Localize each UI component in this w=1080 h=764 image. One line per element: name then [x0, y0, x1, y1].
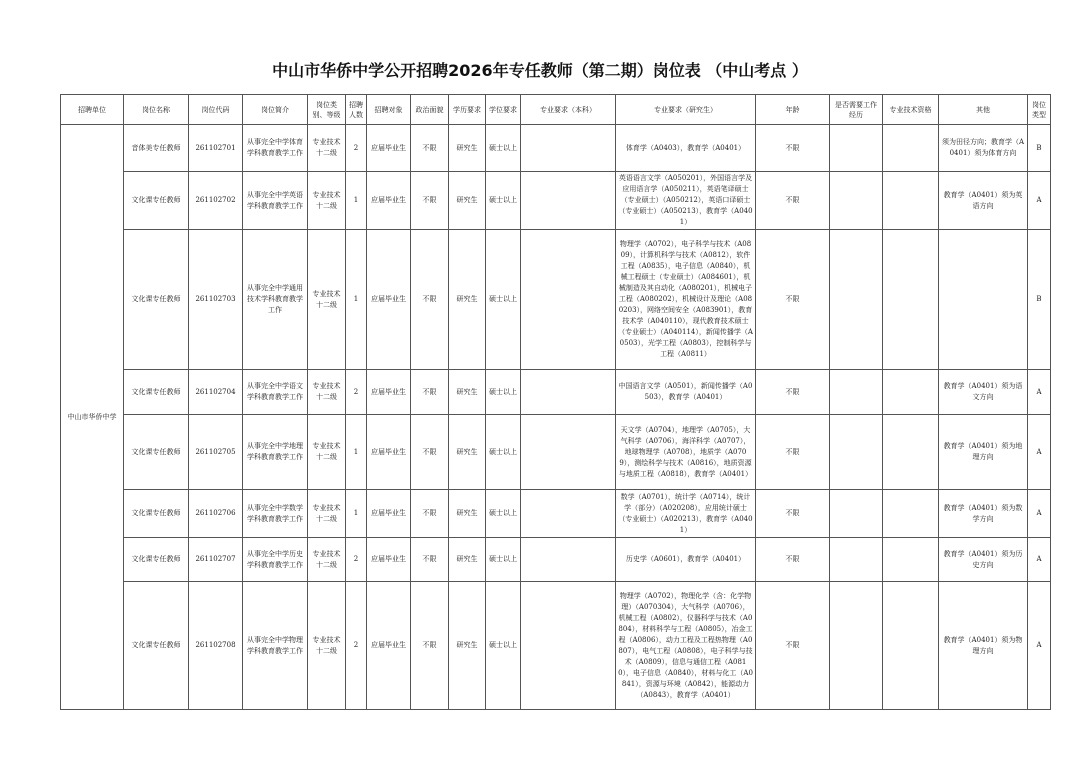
- count-cell: 1: [346, 415, 367, 490]
- category-level-cell: 专业技术十二级: [308, 172, 346, 230]
- qualification-cell: [883, 538, 939, 582]
- position-intro-cell: 从事完全中学地理学科教育教学工作: [243, 415, 308, 490]
- major-undergrad-cell: [521, 172, 616, 230]
- header-row: [61, 95, 1051, 125]
- category-level-cell: 专业技术十二级: [308, 582, 346, 710]
- work-experience-cell: [830, 415, 883, 490]
- position-name-cell: 文化课专任教师: [124, 370, 189, 415]
- table-row: [61, 125, 1051, 172]
- target-cell: 应届毕业生: [367, 230, 411, 370]
- work-experience-cell: [830, 582, 883, 710]
- table-row: [61, 538, 1051, 582]
- target-cell: 应届毕业生: [367, 125, 411, 172]
- count-cell: 2: [346, 538, 367, 582]
- target-cell: 应届毕业生: [367, 415, 411, 490]
- table-row: [61, 172, 1051, 230]
- position-intro-cell: 从事完全中学英语学科教育教学工作: [243, 172, 308, 230]
- position-intro-cell: 从事完全中学体育学科教育教学工作: [243, 125, 308, 172]
- position-code-cell: 261102707: [189, 538, 243, 582]
- count-cell: 2: [346, 125, 367, 172]
- major-undergrad-cell: [521, 538, 616, 582]
- category-level-cell: 专业技术十二级: [308, 370, 346, 415]
- header-position-name: 岗位名称: [124, 95, 189, 125]
- education-cell: 研究生: [449, 538, 486, 582]
- category-level-cell: 专业技术十二级: [308, 538, 346, 582]
- header-category-level: 岗位类别、等级: [308, 95, 346, 125]
- degree-cell: 硕士以上: [486, 415, 521, 490]
- category-level-cell: 专业技术十二级: [308, 490, 346, 538]
- major-postgrad-cell: 英语语言文学（A050201），外国语言学及应用语言学（A050211），英语笔译硕士（专业硕士）（A050212），英语口译硕士（专业硕士）（A050213），教育学（A0401）: [616, 172, 756, 230]
- count-cell: 2: [346, 582, 367, 710]
- degree-cell: 硕士以上: [486, 490, 521, 538]
- position-type-cell: A: [1028, 172, 1051, 230]
- position-intro-cell: 从事完全中学通用技术学科教育教学工作: [243, 230, 308, 370]
- target-cell: 应届毕业生: [367, 582, 411, 710]
- header-target: 招聘对象: [367, 95, 411, 125]
- position-name-cell: 文化课专任教师: [124, 582, 189, 710]
- age-cell: 不限: [756, 125, 830, 172]
- age-cell: 不限: [756, 415, 830, 490]
- major-postgrad-cell: 物理学（A0702），电子科学与技术（A0809），计算机科学与技术（A0812），软件工程（A0835），电子信息（A0840），机械工程硕士（专业硕士）（A084601），机械制造及其自动化（A080201），机械电子工程（A080202），机械设计及理论（A080203），网络空间安全（A083901），教育技术学（A040110），现代教育技术硕士（专业硕士）（A040114），新闻传播学（A0503），光学工程（A0803），控制科学与工程（A0811）: [616, 230, 756, 370]
- qualification-cell: [883, 125, 939, 172]
- table-row: [61, 370, 1051, 415]
- education-cell: 研究生: [449, 582, 486, 710]
- other-cell: 教育学（A0401）须为物理方向: [939, 582, 1028, 710]
- other-cell: 教育学（A0401）须为地理方向: [939, 415, 1028, 490]
- work-experience-cell: [830, 172, 883, 230]
- position-intro-cell: 从事完全中学数学学科教育教学工作: [243, 490, 308, 538]
- header-major-postgrad: 专业要求（研究生）: [616, 95, 756, 125]
- qualification-cell: [883, 490, 939, 538]
- header-work-experience: 是否需要工作经历: [830, 95, 883, 125]
- count-cell: 1: [346, 172, 367, 230]
- qualification-cell: [883, 230, 939, 370]
- unit-cell: 中山市华侨中学: [61, 125, 124, 710]
- header-position-intro: 岗位简介: [243, 95, 308, 125]
- work-experience-cell: [830, 538, 883, 582]
- category-level-cell: 专业技术十二级: [308, 230, 346, 370]
- position-type-cell: A: [1028, 582, 1051, 710]
- qualification-cell: [883, 172, 939, 230]
- major-postgrad-cell: 体育学（A0403），教育学（A0401）: [616, 125, 756, 172]
- education-cell: 研究生: [449, 415, 486, 490]
- header-position-code: 岗位代码: [189, 95, 243, 125]
- major-postgrad-cell: 物理学（A0702），物理化学（含：化学物理）（A070304），大气科学（A0706），机械工程（A0802），仪器科学与技术（A0804），材料科学与工程（A0805），冶金工程（A0806），动力工程及工程热物理（A0807），电气工程（A0808），电子科学与技术（A0809），信息与通信工程（A0810），电子信息（A0840），材料与化工（A0841），资源与环境（A0842），能源动力（A0843），教育学（A0401）: [616, 582, 756, 710]
- political-cell: 不限: [411, 490, 449, 538]
- position-code-cell: 261102701: [189, 125, 243, 172]
- position-code-cell: 261102705: [189, 415, 243, 490]
- major-undergrad-cell: [521, 415, 616, 490]
- position-name-cell: 文化课专任教师: [124, 490, 189, 538]
- header-political: 政治面貌: [411, 95, 449, 125]
- position-intro-cell: 从事完全中学物理学科教育教学工作: [243, 582, 308, 710]
- degree-cell: 硕士以上: [486, 538, 521, 582]
- position-name-cell: 音体美专任教师: [124, 125, 189, 172]
- age-cell: 不限: [756, 370, 830, 415]
- position-code-cell: 261102703: [189, 230, 243, 370]
- degree-cell: 硕士以上: [486, 230, 521, 370]
- major-undergrad-cell: [521, 490, 616, 538]
- education-cell: 研究生: [449, 490, 486, 538]
- header-qualification: 专业技术资格: [883, 95, 939, 125]
- other-cell: 须为田径方向；教育学（A0401）须为体育方向: [939, 125, 1028, 172]
- count-cell: 1: [346, 490, 367, 538]
- header-other: 其他: [939, 95, 1028, 125]
- education-cell: 研究生: [449, 370, 486, 415]
- degree-cell: 硕士以上: [486, 172, 521, 230]
- education-cell: 研究生: [449, 172, 486, 230]
- header-unit: 招聘单位: [61, 95, 124, 125]
- major-undergrad-cell: [521, 582, 616, 710]
- table-row: [61, 582, 1051, 710]
- position-type-cell: A: [1028, 490, 1051, 538]
- header-position-type: 岗位类型: [1028, 95, 1051, 125]
- position-type-cell: B: [1028, 230, 1051, 370]
- table-row: [61, 490, 1051, 538]
- job-table: [60, 94, 1051, 710]
- work-experience-cell: [830, 370, 883, 415]
- target-cell: 应届毕业生: [367, 490, 411, 538]
- position-intro-cell: 从事完全中学历史学科教育教学工作: [243, 538, 308, 582]
- qualification-cell: [883, 370, 939, 415]
- header-degree: 学位要求: [486, 95, 521, 125]
- position-name-cell: 文化课专任教师: [124, 172, 189, 230]
- position-code-cell: 261102704: [189, 370, 243, 415]
- position-code-cell: 261102702: [189, 172, 243, 230]
- major-undergrad-cell: [521, 230, 616, 370]
- count-cell: 1: [346, 230, 367, 370]
- other-cell: 教育学（A0401）须为英语方向: [939, 172, 1028, 230]
- age-cell: 不限: [756, 230, 830, 370]
- position-name-cell: 文化课专任教师: [124, 415, 189, 490]
- header-count: 招聘人数: [346, 95, 367, 125]
- position-type-cell: B: [1028, 125, 1051, 172]
- category-level-cell: 专业技术十二级: [308, 415, 346, 490]
- education-cell: 研究生: [449, 125, 486, 172]
- table-row: [61, 230, 1051, 370]
- major-undergrad-cell: [521, 370, 616, 415]
- count-cell: 2: [346, 370, 367, 415]
- political-cell: 不限: [411, 172, 449, 230]
- position-intro-cell: 从事完全中学语文学科教育教学工作: [243, 370, 308, 415]
- position-type-cell: A: [1028, 415, 1051, 490]
- degree-cell: 硕士以上: [486, 125, 521, 172]
- position-type-cell: A: [1028, 538, 1051, 582]
- political-cell: 不限: [411, 415, 449, 490]
- target-cell: 应届毕业生: [367, 538, 411, 582]
- age-cell: 不限: [756, 538, 830, 582]
- major-postgrad-cell: 历史学（A0601），教育学（A0401）: [616, 538, 756, 582]
- degree-cell: 硕士以上: [486, 370, 521, 415]
- other-cell: 教育学（A0401）须为历史方向: [939, 538, 1028, 582]
- position-code-cell: 261102708: [189, 582, 243, 710]
- other-cell: 教育学（A0401）须为语文方向: [939, 370, 1028, 415]
- age-cell: 不限: [756, 172, 830, 230]
- position-name-cell: 文化课专任教师: [124, 230, 189, 370]
- position-code-cell: 261102706: [189, 490, 243, 538]
- political-cell: 不限: [411, 538, 449, 582]
- target-cell: 应届毕业生: [367, 370, 411, 415]
- other-cell: [939, 230, 1028, 370]
- table-row: [61, 415, 1051, 490]
- work-experience-cell: [830, 230, 883, 370]
- political-cell: 不限: [411, 582, 449, 710]
- work-experience-cell: [830, 490, 883, 538]
- category-level-cell: 专业技术十二级: [308, 125, 346, 172]
- major-undergrad-cell: [521, 125, 616, 172]
- other-cell: 教育学（A0401）须为数学方向: [939, 490, 1028, 538]
- position-name-cell: 文化课专任教师: [124, 538, 189, 582]
- work-experience-cell: [830, 125, 883, 172]
- major-postgrad-cell: 中国语言文学（A0501），新闻传播学（A0503），教育学（A0401）: [616, 370, 756, 415]
- political-cell: 不限: [411, 125, 449, 172]
- header-major-undergrad: 专业要求（本科）: [521, 95, 616, 125]
- qualification-cell: [883, 582, 939, 710]
- major-postgrad-cell: 天文学（A0704），地理学（A0705），大气科学（A0706），海洋科学（A0707），地球物理学（A0708），地质学（A0709），测绘科学与技术（A0816），地质资源与地质工程（A0818），教育学（A0401）: [616, 415, 756, 490]
- header-age: 年龄: [756, 95, 830, 125]
- age-cell: 不限: [756, 490, 830, 538]
- education-cell: 研究生: [449, 230, 486, 370]
- age-cell: 不限: [756, 582, 830, 710]
- page-title: 中山市华侨中学公开招聘2026年专任教师（第二期）岗位表 （中山考点 ）: [272, 61, 808, 80]
- degree-cell: 硕士以上: [486, 582, 521, 710]
- target-cell: 应届毕业生: [367, 172, 411, 230]
- political-cell: 不限: [411, 370, 449, 415]
- header-education: 学历要求: [449, 95, 486, 125]
- political-cell: 不限: [411, 230, 449, 370]
- qualification-cell: [883, 415, 939, 490]
- major-postgrad-cell: 数学（A0701），统计学（A0714），统计学（部分）（A020208），应用统计硕士（专业硕士）（A020213），教育学（A0401）: [616, 490, 756, 538]
- position-type-cell: A: [1028, 370, 1051, 415]
